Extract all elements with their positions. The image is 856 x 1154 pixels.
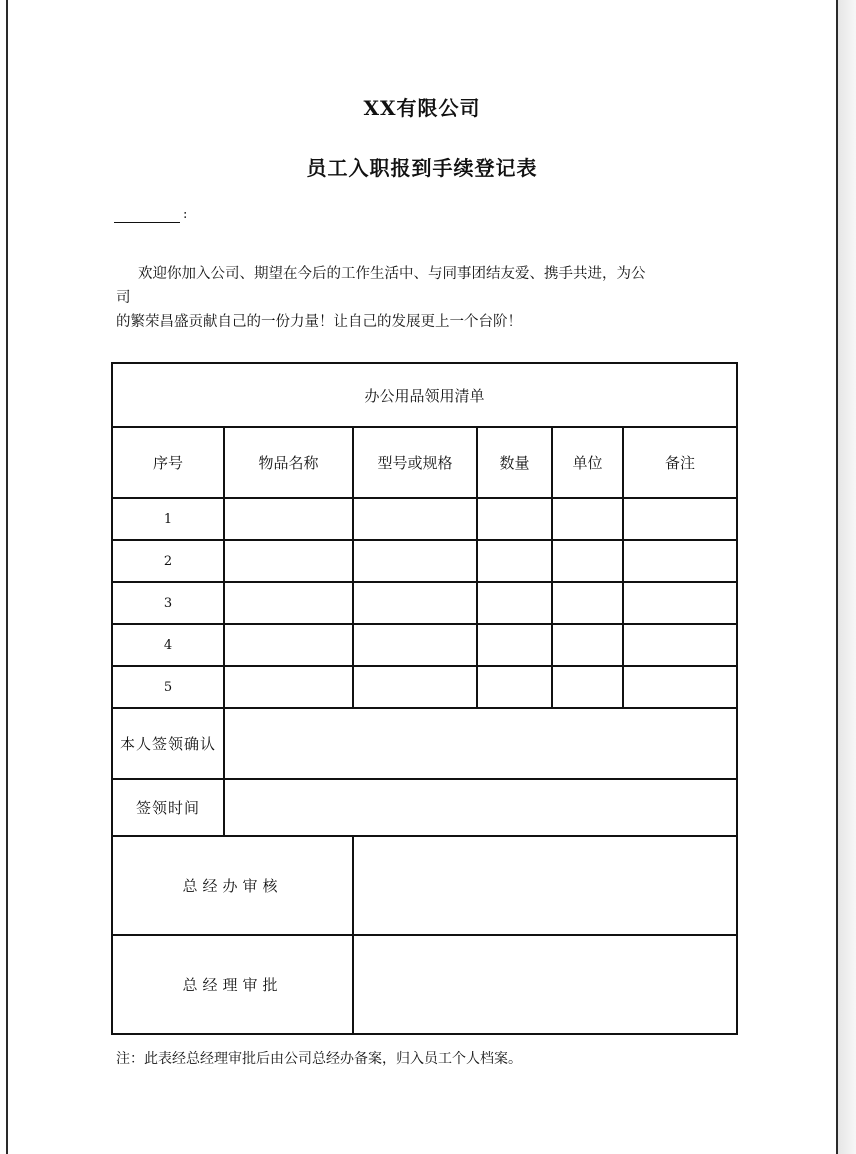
item-unit-cell[interactable] [552, 540, 623, 582]
item-remark-cell[interactable] [623, 666, 737, 708]
item-qty-cell[interactable] [477, 498, 552, 540]
column-header-model: 型号或规格 [353, 427, 477, 498]
item-name-cell[interactable] [224, 540, 353, 582]
form-title: 员工入职报到手续登记表 [306, 156, 538, 180]
item-model-cell[interactable] [353, 666, 477, 708]
office-supplies-table [111, 362, 738, 1035]
item-model-cell[interactable] [353, 624, 477, 666]
row-number: 4 [112, 624, 224, 666]
item-qty-cell[interactable] [477, 582, 552, 624]
addressee-blank[interactable] [114, 206, 180, 223]
gm-approval-label: 总经理审批 [112, 935, 353, 1034]
column-header-no: 序号 [112, 427, 224, 498]
item-remark-cell[interactable] [623, 624, 737, 666]
item-unit-cell[interactable] [552, 624, 623, 666]
row-number: 3 [112, 582, 224, 624]
item-qty-cell[interactable] [477, 540, 552, 582]
gm-office-review-field[interactable] [353, 836, 737, 935]
sign-confirm-label: 本人签领确认 [112, 708, 224, 779]
welcome-line-2: 司 [116, 290, 131, 306]
table-title: 办公用品领用清单 [112, 363, 737, 427]
item-qty-cell[interactable] [477, 624, 552, 666]
item-unit-cell[interactable] [552, 666, 623, 708]
item-unit-cell[interactable] [552, 498, 623, 540]
column-header-qty: 数量 [477, 427, 552, 498]
sign-confirm-field[interactable] [224, 708, 737, 779]
table-row [112, 498, 737, 540]
table-row [112, 582, 737, 624]
column-header-unit: 单位 [552, 427, 623, 498]
item-remark-cell[interactable] [623, 540, 737, 582]
item-name-cell[interactable] [224, 498, 353, 540]
sign-time-label: 签领时间 [112, 779, 224, 836]
item-qty-cell[interactable] [477, 666, 552, 708]
item-name-cell[interactable] [224, 624, 353, 666]
item-model-cell[interactable] [353, 582, 477, 624]
gm-approval-field[interactable] [353, 935, 737, 1034]
item-remark-cell[interactable] [623, 582, 737, 624]
row-number: 1 [112, 498, 224, 540]
welcome-line-3: 的繁荣昌盛贡献自己的一份力量！让自己的发展更上一个台阶！ [116, 314, 522, 330]
item-name-cell[interactable] [224, 582, 353, 624]
item-unit-cell[interactable] [552, 582, 623, 624]
sign-time-field[interactable] [224, 779, 737, 836]
table-row [112, 624, 737, 666]
column-header-name: 物品名称 [224, 427, 353, 498]
item-model-cell[interactable] [353, 498, 477, 540]
item-name-cell[interactable] [224, 666, 353, 708]
welcome-line-1: 欢迎你加入公司、期望在今后的工作生活中、与同事团结友爱、携手共进，为公 [138, 266, 646, 282]
table-row [112, 540, 737, 582]
row-number: 5 [112, 666, 224, 708]
footnote: 注：此表经总经理审批后由公司总经办备案，归入员工个人档案。 [116, 1051, 522, 1067]
company-name: XX有限公司 [363, 96, 481, 120]
table-row [112, 666, 737, 708]
gm-office-review-label: 总经办审核 [112, 836, 353, 935]
item-remark-cell[interactable] [623, 498, 737, 540]
column-header-remark: 备注 [623, 427, 737, 498]
row-number: 2 [112, 540, 224, 582]
welcome-paragraph [116, 262, 736, 334]
item-model-cell[interactable] [353, 540, 477, 582]
addressee-colon: : [183, 207, 188, 222]
